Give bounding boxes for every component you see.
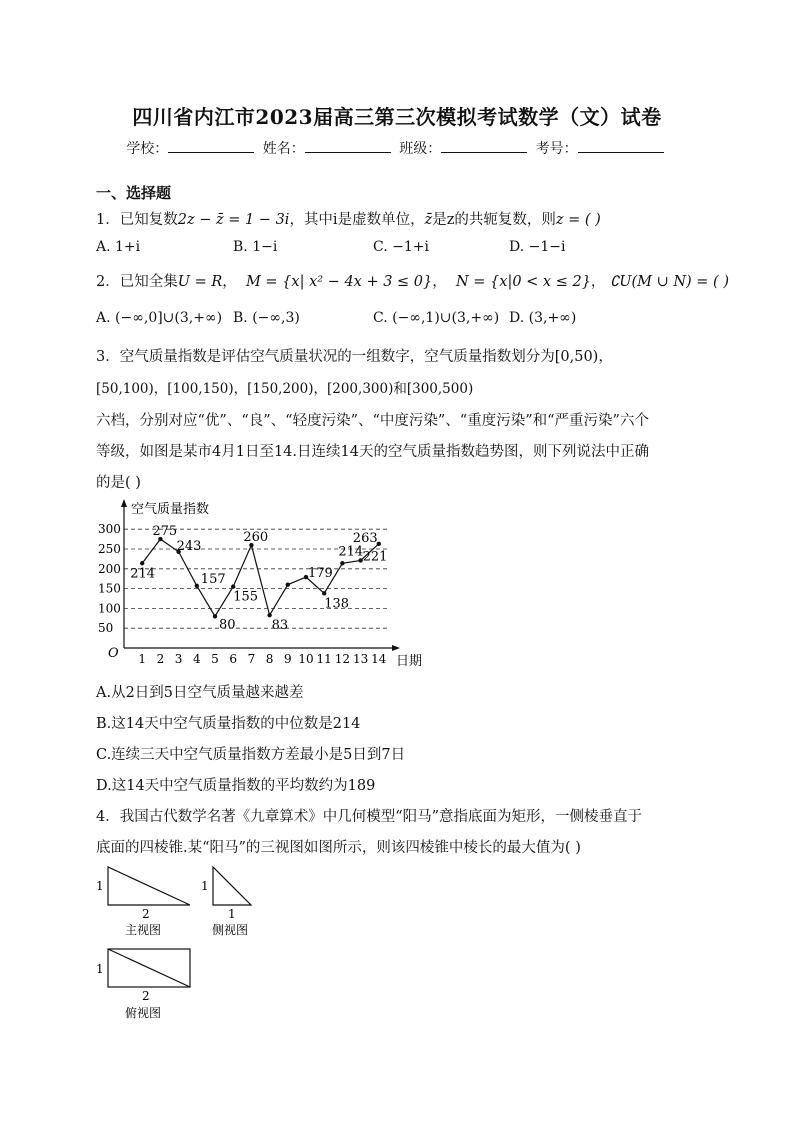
q1-option-c[interactable]: C. −1+i [373, 239, 429, 255]
data-point [195, 584, 199, 588]
data-point [213, 614, 217, 618]
x-tick-label: 14 [371, 652, 387, 666]
chart-point-labels [130, 524, 387, 633]
q3-line-5: 的是( ) [96, 475, 141, 491]
side-view-caption: 侧视图 [212, 923, 249, 937]
x-tick-label: 6 [229, 652, 238, 666]
data-label: 263 [352, 530, 378, 546]
exam-title: 四川省内江市2023届高三第三次模拟考试数学（文）试卷 [132, 105, 662, 129]
x-tick-label: 1 [138, 652, 147, 666]
q3-option-b[interactable]: B.这14天中空气质量指数的中位数是214 [96, 716, 361, 732]
data-point [140, 561, 144, 565]
student-info-row [0, 138, 794, 158]
side-view-height: 1 [201, 879, 209, 893]
y-tick-label: 100 [98, 601, 121, 616]
top-view-caption: 俯视图 [125, 1006, 162, 1020]
q2-universal-set: U = R [177, 274, 223, 290]
q3-option-d[interactable]: D.这14天中空气质量指数的平均数约为189 [96, 778, 376, 794]
chart-origin-label: O [108, 646, 119, 661]
q2-set-n: N = {x|0 < x ≤ 2} [455, 274, 591, 290]
q3-line-3: 六档，分别对应“优”、“良”、“轻度污染”、“中度污染”、“重度污染”和“严重污染”六个 [96, 413, 649, 429]
chart-x-ticks [138, 652, 386, 666]
q2-set-m: M = {x| x² − 4x + 3 ≤ 0} [245, 274, 433, 290]
name-blank[interactable] [305, 140, 391, 153]
x-tick-label: 8 [265, 652, 274, 666]
data-label: 179 [308, 566, 333, 582]
x-tick-label: 11 [316, 652, 332, 666]
data-point [340, 561, 344, 565]
data-label: 214 [130, 566, 156, 582]
data-label: 275 [152, 524, 178, 540]
data-label: 83 [271, 618, 289, 634]
top-view-height: 1 [96, 962, 104, 976]
x-tick-label: 5 [211, 652, 219, 666]
aqi-line-chart [96, 497, 436, 672]
q2-prefix: 2．已知全集 [96, 274, 178, 290]
side-view-shape [213, 867, 251, 905]
top-view-width: 2 [142, 989, 150, 1003]
x-tick-label: 9 [283, 652, 292, 666]
q3-option-c[interactable]: C.连续三天中空气质量指数方差最小是5日到7日 [96, 747, 406, 763]
y-tick-label: 50 [98, 621, 114, 636]
top-view-diagonal [108, 949, 190, 987]
school-blank[interactable] [168, 140, 254, 153]
q1-text-2: 是z的共轭复数，则 [432, 212, 556, 228]
q2-option-a[interactable]: A. (−∞,0]∪(3,+∞) [96, 310, 223, 326]
class-label: 班级： [399, 141, 442, 157]
x-tick-label: 4 [192, 652, 201, 666]
front-view-height: 1 [96, 879, 104, 893]
question-2: 2．已知全集U = R， M = {x| x² − 4x + 3 ≤ 0}， N = {x|0 < x ≤ 2}， ∁U(M ∪ N) = ( ) [96, 274, 729, 290]
q2-option-b[interactable]: B. (−∞,3) [233, 310, 300, 326]
data-label: 155 [233, 589, 259, 605]
q1-ask: z = ( ) [555, 212, 601, 228]
q3-line-2: [50,100)，[100,150)，[150,200)，[200,300)和[300,500) [96, 381, 474, 397]
x-tick-label: 13 [352, 652, 369, 666]
x-tick-label: 10 [298, 652, 314, 666]
q1-conjugate: z̄ [424, 212, 433, 228]
question-1 [96, 208, 601, 229]
x-tick-label: 2 [156, 652, 165, 666]
y-tick-label: 250 [98, 542, 121, 556]
data-label: 80 [219, 617, 236, 633]
q1-option-b[interactable]: B. 1−i [233, 239, 278, 255]
x-tick-label: 12 [334, 652, 351, 666]
data-label: 138 [324, 596, 350, 612]
q4-line-1: 4．我国古代数学名著《九章算术》中几何模型“阳马”意指底面为矩形，一侧棱垂直于 [96, 809, 643, 825]
q3-line-1: 3．空气质量指数是评估空气质量状况的一组数字，空气质量指数划分为[0,50)， [96, 349, 613, 365]
y-tick-label: 150 [98, 581, 121, 596]
data-label: 260 [243, 530, 269, 546]
front-view-caption: 主视图 [125, 923, 162, 937]
data-point [267, 613, 271, 617]
q1-prefix: 1．已知复数 [96, 212, 178, 228]
data-label: 157 [200, 571, 226, 587]
q1-option-a[interactable]: A. 1+i [96, 239, 141, 255]
data-label: 221 [362, 549, 388, 565]
data-point [322, 591, 326, 595]
q1-equation: 2z − z̄ = 1 − 3i [177, 212, 290, 228]
data-label: 243 [176, 538, 202, 554]
section-heading: 一、选择题 [96, 184, 172, 202]
q2-option-c[interactable]: C. (−∞,1)∪(3,+∞) [373, 310, 500, 326]
x-tick-label: 3 [174, 652, 183, 666]
data-label: 214 [338, 544, 364, 560]
chart-y-axis-label: 空气质量指数 [131, 502, 210, 517]
q1-option-d[interactable]: D. −1−i [509, 239, 566, 255]
three-view-diagram [90, 862, 290, 1027]
number-label: 考号： [535, 141, 578, 157]
x-axis-arrow [392, 645, 400, 651]
chart-x-axis-label: 日期 [396, 654, 423, 669]
side-view-width: 1 [228, 907, 236, 921]
school-label: 学校： [126, 141, 169, 157]
q3-option-a[interactable]: A.从2日到5日空气质量越来越差 [96, 685, 304, 701]
front-view-width: 2 [142, 907, 150, 921]
y-tick-label: 200 [98, 561, 121, 576]
q2-ask: ∁U(M ∪ N) = ( ) [610, 274, 729, 290]
data-point [286, 582, 290, 586]
class-blank[interactable] [441, 140, 527, 153]
y-tick-label: 300 [98, 522, 121, 537]
name-label: 姓名： [262, 141, 305, 157]
front-view-shape [108, 867, 190, 905]
data-point [231, 584, 235, 588]
q3-line-4: 等级，如图是某市4月1日至14.日连续14天的空气质量指数趋势图，则下列说法中正确 [96, 444, 649, 460]
q4-line-2: 底面的四棱锥.某“阳马”的三视图如图所示，则该四棱锥中棱长的最大值为( ) [96, 840, 581, 856]
x-tick-label: 7 [247, 652, 256, 666]
q2-option-d[interactable]: D. (3,+∞) [509, 310, 577, 326]
q1-text: ，其中i是虚数单位， [289, 212, 425, 228]
y-axis-arrow [121, 499, 127, 507]
number-blank[interactable] [578, 140, 664, 153]
chart-y-ticks [98, 522, 121, 635]
